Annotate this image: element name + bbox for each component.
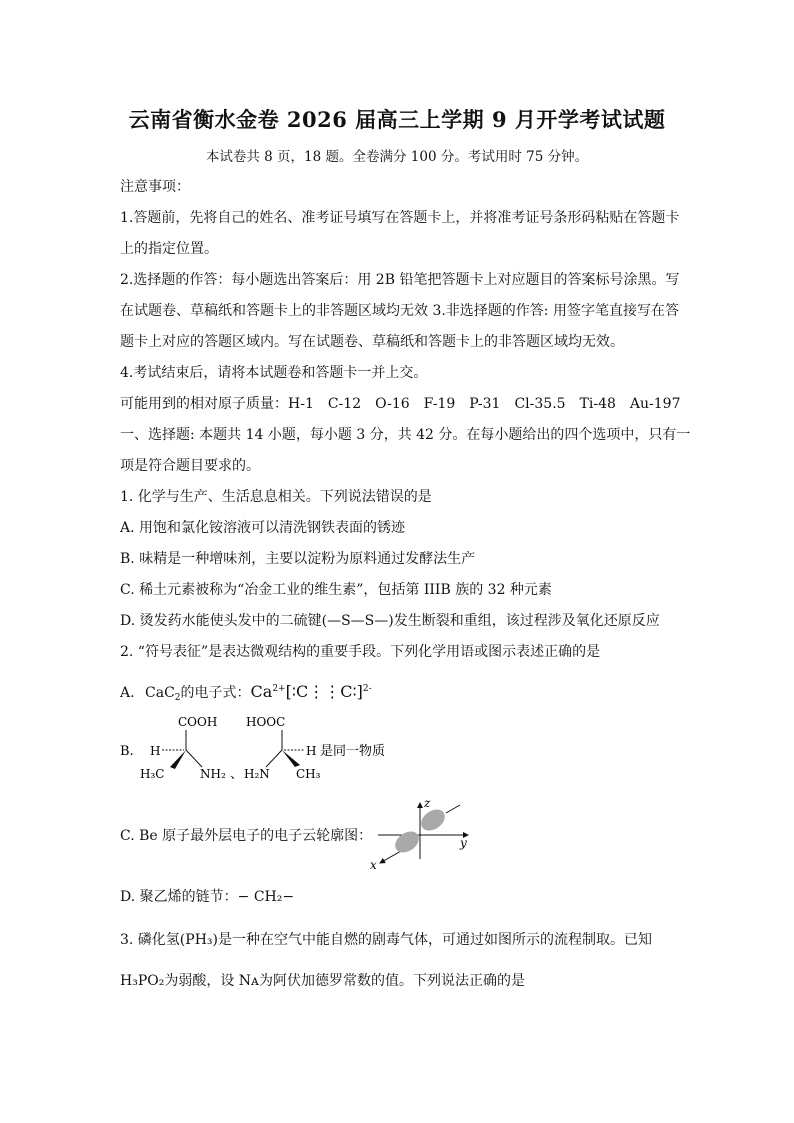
notice-line: 2.选择题的作答：每小题选出答案后：用 2B 铅笔把答题卡上对应题目的答案标号涂黑。写	[120, 272, 680, 288]
q2-stem: 2. “符号表征”是表达微观结构的重要手段。下列化学用语或图示表述正确的是	[120, 644, 601, 660]
svg-text:COOH: COOH	[178, 715, 218, 729]
svg-text:、: 、	[230, 767, 244, 782]
svg-text:NH₂: NH₂	[200, 767, 226, 781]
section-heading: 项是符合题目要求的。	[120, 458, 260, 474]
notice-line: 上的指定位置。	[120, 241, 218, 257]
q1-option-d: D. 烫发药水能使头发中的二硫键(—S—S—)发生断裂和重组，该过程涉及氧化还原反应	[120, 613, 660, 629]
exam-subtitle: 本试卷共 8 页，18 题。全卷满分 100 分。考试用时 75 分钟。	[205, 149, 589, 165]
q3-stem: 3. 磷化氢(PH₃)是一种在空气中能自燃的剧毒气体，可通过如图所示的流程制取。已知	[120, 932, 652, 948]
svg-text:H: H	[150, 744, 161, 758]
atomic-masses: 可能用到的相对原子质量：H-1 C-12 O-16 F-19 P-31 Cl-35.5 Ti-48 Au-197	[120, 396, 681, 412]
p-orbital-diagram	[368, 797, 478, 871]
orbital-diagram	[368, 797, 478, 871]
q2-option-b	[120, 712, 420, 786]
svg-text:y: y	[460, 836, 467, 850]
notice-line: 1.答题前，先将自己的姓名、准考证号填写在答题卡上，并将准考证号条形码粘贴在答题卡	[120, 210, 680, 226]
q1-option-b: B. 味精是一种增味剂，主要以淀粉为原料通过发酵法生产	[120, 551, 476, 567]
notice-heading: 注意事项：	[120, 179, 190, 195]
q2-option-a: A. CaC$_2$的电子式：$Ca^{2+}[∶C⋮⋮C∶]^{2-}$	[120, 682, 372, 703]
q1-stem: 1. 化学与生产、生活息息相关。下列说法错误的是	[120, 489, 432, 505]
section-heading: 一、选择题: 本题共 14 小题，每小题 3 分，共 42 分。在每小题给出的四个选项中，只有一	[120, 427, 691, 443]
svg-text:是同一物质: 是同一物质	[320, 744, 386, 759]
svg-text:B.: B.	[120, 744, 134, 759]
q1-option-a: A. 用饱和氯化铵溶液可以清洗钢铁表面的锈迹	[120, 520, 406, 536]
notice-line: 题卡上对应的答题区域内。写在试题卷、草稿纸和答题卡上的非答题区域均无效。	[120, 334, 624, 350]
svg-text:H₂N: H₂N	[244, 767, 270, 781]
notice-line: 在试题卷、草稿纸和答题卡上的非答题区域均无效 3.非选择题的作答: 用签字笔直接写在答	[120, 303, 679, 319]
q2-option-c: C. Be 原子最外层电子的电子云轮廓图：	[120, 828, 373, 844]
svg-text:CH₃: CH₃	[296, 767, 321, 781]
exam-title: 云南省衡水金卷 2026 届高三上学期 9 月开学考试试题	[128, 107, 666, 132]
svg-text:H: H	[306, 744, 317, 758]
svg-text:z: z	[424, 797, 431, 810]
amino-acid-structures	[120, 712, 420, 786]
q2-option-d: D. 聚乙烯的链节：− CH₂−	[120, 889, 295, 905]
svg-text:HOOC: HOOC	[246, 715, 286, 729]
svg-text:x: x	[370, 858, 377, 871]
svg-text:H₃C: H₃C	[140, 767, 165, 781]
q3-stem-cont: H₃PO₂为弱酸，设 Nᴀ为阿伏加德罗常数的值。下列说法正确的是	[120, 973, 525, 989]
q1-option-c: C. 稀土元素被称为“冶金工业的维生素”，包括第 IIIB 族的 32 种元素	[120, 582, 552, 598]
notice-line: 4.考试结束后，请将本试题卷和答题卡一并上交。	[120, 365, 428, 381]
